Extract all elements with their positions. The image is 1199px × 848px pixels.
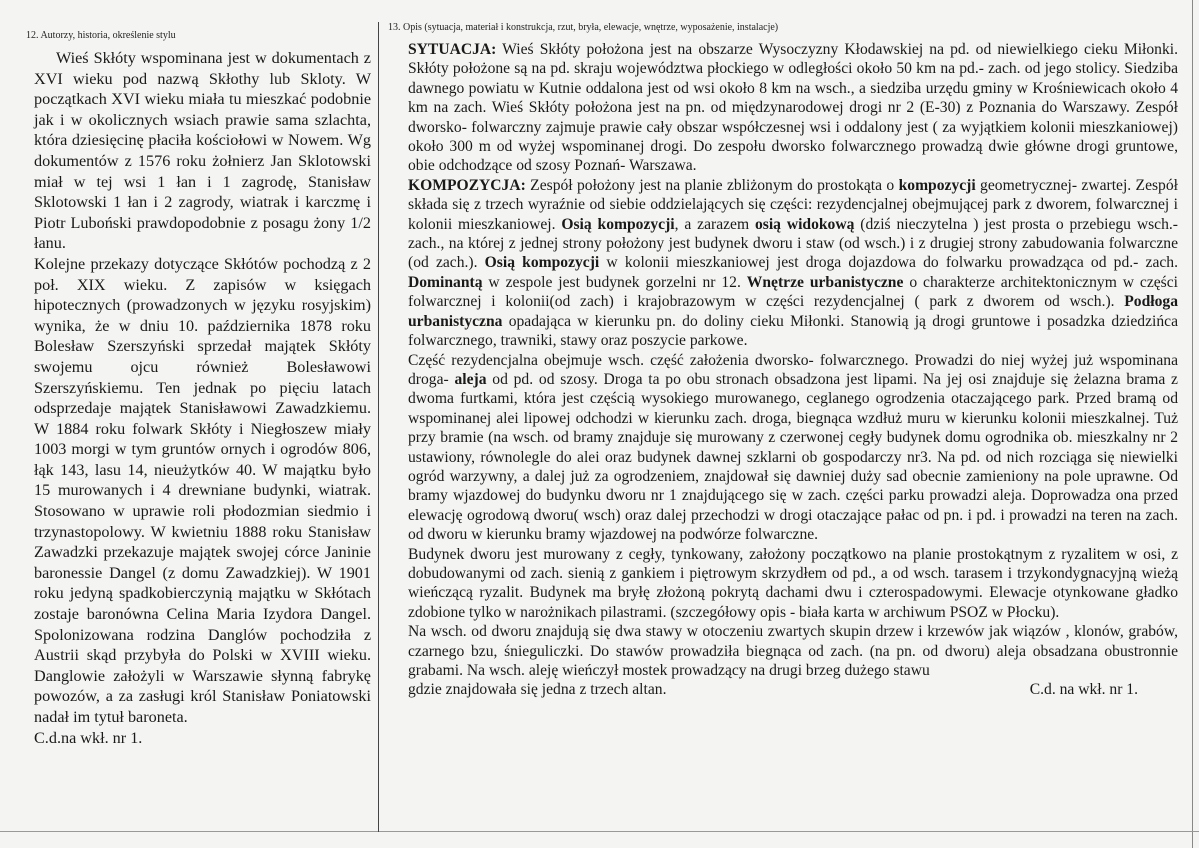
- text-run: Część rezydencjalna obejmuje wsch. część założenia dworsko- folwarcznego. Prowadzi do niej wyżej już wspominana droga-: [408, 351, 1178, 388]
- situation-text: Wieś Skłóty położona jest na obszarze Wysoczyzny Kłodawskiej na pd. od niewielkiego cieku Miłonki. Skłóty położone są na pd. skraju województwa płockiego w odległości około 50 km na pd.- zach. od jego stolicy. Siedziba dawnego powiatu w Kutnie oddalona jest od wsi około 8 km na wsch., a siedziba urzędu gminy w Krośniewicach około 4 km na zach. Wieś Skłóty położona jest na pn. od międzynarodowej drogi nr 2 (E-30) z Poznania do Warszawy. Zespół dworsko- folwarczny zajmuje prawie cały obszar współczesnej wsi i oddalony jest ( za wyjątkiem kolonii mieszkaniowej) około 300 m od wyżej wspominanej drogi. Do zespołu dworsko folwarcznego prowadzą dwie główne drogi gruntowe, obie odchodzące od szosy Poznań- Warszawa.: [408, 41, 1178, 175]
- section-12-header: 12. Autorzy, historia, określenie stylu: [26, 30, 176, 41]
- column-divider: [378, 22, 379, 832]
- text-run: od pd. od szosy. Droga ta po obu stronach obsadzona jest lipami. Na jej osi znajduje się żelazna brama z dwoma furtkami, która jest częścią wysokiego murowanego, ceglanego ogrodzenia otaczającego park. Przed bramą od wspominanej alei lipowej odchodzi w kierunku zach. droga, biegnąca wzdłuż muru w kierunku kolonii mieszkalnej. Tuż przy bramie (na wsch. od bramy znajduje się murowany z czerwonej cegły budynek domu ogrodnika ob. mieszkalny nr 2 ustawiony, równolegle do alei oraz budynek dawnej szklarni ob gospodarczy nr3. Na pd. od nich rozciąga się niewielki ogród warzywny, a dalej już za ogrodzeniem, znajdował się dawniej duży sad obecnie zamieniony na pole uprawne. Od bramy wjazdowej do budynku dworu nr 1 znajdującego się w zach. części parku prowadzi aleja. Doprowadza ona przed elewację ogrodową dworu( wsch) oraz dalej przechodzi w drogi otaczające pałac od pn. i pd. i prowadzi na teren na zach. od dworu w kierunku bramy wjazdowej na podwórze folwarczne.: [408, 370, 1178, 544]
- text-run: w kolonii mieszkaniowej jest droga dojazdowa do folwarku prowadząca od pd.- zach.: [599, 254, 1178, 272]
- bold-term: Podłoga urbanistyczna: [408, 293, 1178, 330]
- section-13-header: 13. Opis (sytuacja, materiał i konstrukcja, rzut, bryła, elewacje, wnętrze, wyposażenie, instalacje): [388, 22, 779, 33]
- ponds-last-text: gdzie znajdowała się jedna z trzech altan.: [408, 681, 667, 699]
- composition-paragraph: [408, 176, 1178, 351]
- bold-term: Wnętrze urbanistyczne: [746, 273, 904, 291]
- situation-paragraph: [408, 40, 1178, 176]
- page-edge-right: [1192, 0, 1193, 848]
- text-run: opadająca w kierunku pn. do doliny cieku Miłonki. Stanowią ją drogi gruntowe i posadzka dziedzińca folwarcznego, trawniki, stawy oraz poszycie parkowe.: [408, 312, 1178, 350]
- right-column: [388, 22, 1178, 832]
- ponds-paragraph: Na wsch. od dworu znajdują się dwa stawy w otoczeniu zwartych skupin drzew i krzewów jak wiązów , klonów, grabów, czarnego bzu, śnieguliczki. Do stawów prowadziła biegnąca od zach. (na pn. od dworu) aleja obsadzana obustronnie grabami. Na wsch. aleję wieńczył mostek prowadzący na drugi brzeg dużego stawu: [408, 623, 1178, 679]
- bold-term: kompozycji: [898, 176, 976, 194]
- ponds-last-line: [408, 680, 1178, 699]
- description-text: [408, 40, 1178, 700]
- continued-note: C.d.na wkł. nr 1.: [34, 728, 143, 747]
- history-paragraph: Wieś Skłóty wspominana jest w dokumentach z XVI wieku pod nazwą Skłothy lub Skloty. W początkach XVI wieku miała tu mieszkać podobnie jak i w okolicznych wsiach prawie sama szlachta, która dziesięcinę płaciła kościołowi w Nowem. Wg dokumentów z 1576 roku żołnierz Jan Sklotowski miał w tej wsi 1 łan i 1 zagrodę, Stanisław Sklotowski 1 łan i 2 zagrody, wiatrak i karczmę i Piotr Luboński prawdopodobnie z posagu żony 1/2 łanu.: [34, 49, 371, 253]
- left-column: [26, 30, 371, 830]
- bold-term: Osią kompozycji: [561, 215, 675, 233]
- residential-paragraph: [408, 351, 1178, 545]
- bold-term: Dominantą: [408, 273, 483, 291]
- situation-label: SYTUACJA:: [408, 41, 497, 58]
- text-run: , a zarazem: [674, 215, 755, 233]
- text-run: w zespole jest budynek gorzelni nr 12.: [482, 273, 747, 291]
- bold-term: aleja: [454, 370, 487, 388]
- text-run: (dziś nieczytelna ) jest prosta o przebiegu wsch.- zach., na której z jednej strony położony jest budynek dworu i staw (od wsch.) i z drugiej strony zabudowania folwarczne (od zach.).: [408, 215, 1178, 272]
- history-paragraph: Kolejne przekazy dotyczące Skłótów pochodzą z 2 poł. XIX wieku. Z zapisów w księgach hipotecznych (prowadzonych w języku rosyjskim) wynika, że w dniu 10. października 1878 roku Bolesław Szerszyński sprzedał majątek Skłóty swojemu ojcu również Bolesławowi Szerszyńskiemu. Ten jednak po pięciu latach odsprzedaje majątek Stanisławowi Zawadzkiemu. W 1884 roku folwark Skłóty i Niegłoszew miały 1003 morgi w tym gruntów ornych i ogrodów 806, łąk 143, lasu 14, nieużytków 40. W majątku było 15 murowanych i 4 drewniane budynki, wiatrak. Stosowano w uprawie roli płodozmian siedmio i trzynastopolowy. W kwietniu 1888 roku Stanisław Zawadzki przekazuje majątek swojej córce Janinie baronessie Dangel (z domu Zawadzkiej). W 1901 roku jedyną spadkobierczynią majątku w Skłótach zostaje baronówna Celina Maria Izydora Dangel. Spolonizowana rodzina Danglów pochodziła z Austrii skąd przybyła do Polski w XVIII wieku. Danglowie założyli w Warszawie słynną fabrykę powozów, a za zasługi król Stanisław Poniatowski nadał im tytuł baroneta.: [34, 254, 371, 726]
- text-run: geometrycznej- zwartej. Zespół składa się z trzech wyraźnie od siebie oddzielających się części: rezydencjalnej obejmującej park z dworem, folwarcznej i kolonii mieszkaniowej.: [408, 176, 1178, 233]
- bold-term: osią widokową: [754, 215, 855, 233]
- history-text: [34, 48, 371, 748]
- continued-note: C.d. na wkł. nr 1.: [1029, 681, 1138, 699]
- text-run: Zespół położony jest na planie zbliżonym do prostokąta o: [525, 176, 899, 194]
- manor-paragraph: Budynek dworu jest murowany z cegły, tynkowany, założony początkowo na planie prostokątnym z ryzalitem w osi, z dobudowanymi od zach. sienią z gankiem i piętrowym skrzydłem od pd., a od wsch. tarasem i trzykondygnacyjną wieżą wieńczącą ryzalit. Budynek ma bryłę złożoną pokrytą dachami dwu i czterospadowymi. Elewacje otynkowane gładko zdobione tylko w narożnikach pilastrami. (szczegółowy opis - biała karta w archiwum PSOZ w Płocku).: [408, 545, 1178, 621]
- composition-label: KOMPOZYCJA:: [408, 176, 526, 194]
- bold-term: Osią kompozycji: [484, 254, 600, 272]
- text-run: o charakterze architektonicznym w części folwarcznej i kolonii(od zach) i krajobrazowym w części rezydencjalnej ( park z dworem od wsch.).: [408, 273, 1178, 311]
